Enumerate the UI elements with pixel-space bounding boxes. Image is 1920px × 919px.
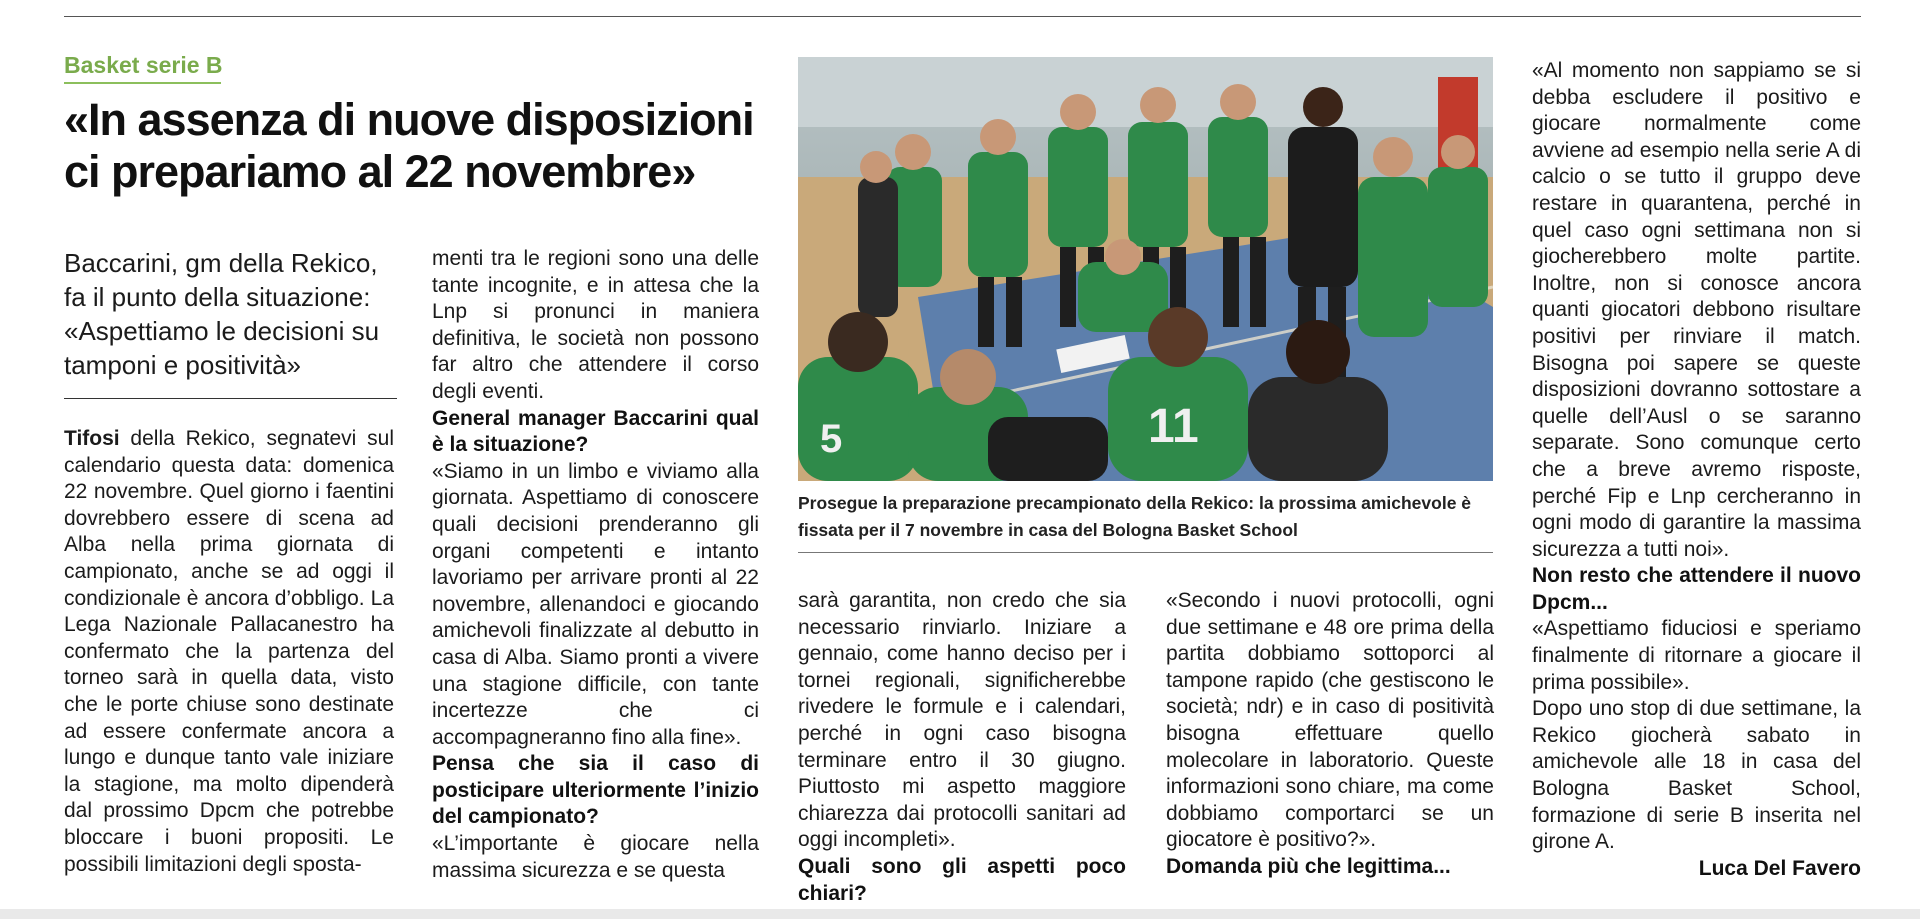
page-bottom-band [0,909,1920,919]
body-column-1 [64,426,394,878]
body-column-3 [798,588,1126,907]
team-huddle-illustration [798,57,1493,481]
jersey-number-left: 5 [820,417,843,461]
interview-question: General manager Baccarini qual è la situazione? [432,406,759,457]
section-kicker: Basket serie B [64,52,223,78]
photo-caption: Prosegue la preparazione precampionato della Rekico: la prossima amichevole è fissata per il 7 novembre in casa del Bologna Basket School [798,493,1472,540]
body-column-2 [432,246,759,884]
jersey-number: 11 [1148,400,1199,453]
headline-line-2: ci prepariamo al 22 novembre» [64,146,696,197]
interview-question: Domanda più che legittima... [1166,854,1451,878]
body-paragraph: «Al momento non sappiamo se si debba escludere il positivo e giocare normalmente come avviene ad esempio nella serie A di calcio o se tutto il gruppo deve restare in quarantena, perché in quel caso ogni settimana non si giocherebbero molte partite. Inoltre, non si conosce ancora quanti giocatori debbono risultare positivi per rinviare il match. Bisogna poi sapere se queste disposizioni dovranno sottostare a quelle dell’Ausl o se saranno separate. Sono comunque certo che a breve avremo risposte, perché Fip e Lnp cercheranno in ogni modo di garantire la massima sicurezza a tutti noi». [1532,59,1861,561]
body-paragraph: «Siamo in un limbo e viviamo alla giornata. Aspettiamo di conoscere quali decisioni prenderanno gli organi competenti e intanto lavoriamo per arrivare pronti al 22 novembre, allenandoci e giocando amichevoli finalizzate al debutto in casa di Alba. Siamo pronti a vivere una stagione difficile, con tante incertezze che ci accompagneranno fino alla fine». [432,459,759,749]
author-byline: Luca Del Favero [1698,856,1861,880]
interview-question: Non resto che attendere il nuovo Dpcm... [1532,564,1861,614]
subheadline: Baccarini, gm della Rekico, fa il punto della situazione: «Aspettiamo le decisioni su tamponi e positività» [64,248,380,380]
body-paragraph: «L’importante è giocare nella massima sicurezza e se questa [432,832,759,882]
lead-word: Tifosi [64,427,120,450]
body-paragraph: «Secondo i nuovi protocolli, ogni due settimane e 48 ore prima della partita dobbiamo sottoporci al tampone rapido (che gestiscono le società; ndr) e in caso di positività bisogna effettuare quello molecolare in laboratorio. Queste informazioni sono chiare, ma come dobbiamo comportarci se un giocatore è positivo?». [1166,589,1494,852]
body-paragraph [64,426,394,878]
interview-question: Quali sono gli aspetti poco chiari? [798,854,1126,905]
top-rule [64,16,1861,17]
body-paragraph: menti tra le regioni sono una delle tante incognite, e in attesa che la Lnp si pronunci in maniera definitiva, le società non possono far altro che attendere il corso degli eventi. [432,247,759,403]
caption-rule [798,552,1493,553]
body-paragraph: «Aspettiamo fiduciosi e speriamo finalmente di ritornare a giocare il prima possibile». [1532,617,1861,694]
body-text: della Rekico, segnatevi sul calendario questa data: domenica 22 novembre. Quel giorno i faentini dovrebbero essere di scena ad Alba nella prima giornata di campionato, anche se ad oggi il condizionale è ancora d’obbligo. La Lega Nazionale Pallacanestro ha confermato che la partenza del torneo sarà in quella data, visto che le porte chiuse sono destinate ad essere confermate ancora a lungo e dunque tanto vale iniziare la stagione, ma molto dipenderà dal prossimo Dpcm che potrebbe bloccare i buoni propositi. Le possibili limitazioni degli sposta- [64,427,394,876]
body-paragraph: Dopo uno stop di due settimane, la Rekico giocherà sabato in amichevole alle 18 in casa del Bologna Basket School, formazione di serie B inserita nel girone A. [1532,697,1861,854]
subhead-rule [64,398,397,399]
kicker-underline [64,82,221,84]
interview-question: Pensa che sia il caso di posticipare ulteriormente l’inizio del campionato? [432,752,759,829]
headline-line-1: «In assenza di nuove disposizioni [64,94,754,145]
headline [64,94,764,198]
body-column-4 [1166,588,1494,881]
body-paragraph: sarà garantita, non credo che sia necessario rinviarlo. Iniziare a gennaio, come hanno deciso per i tornei regionali, significherebbe rivedere le formule e i calendari, perché in ogni caso bisogna terminare entro il 30 giugno. Piuttosto mi aspetto maggiore chiarezza dai protocolli sanitari ad oggi incompleti». [798,589,1126,852]
body-column-5 [1532,58,1861,882]
team-photo [798,57,1493,481]
